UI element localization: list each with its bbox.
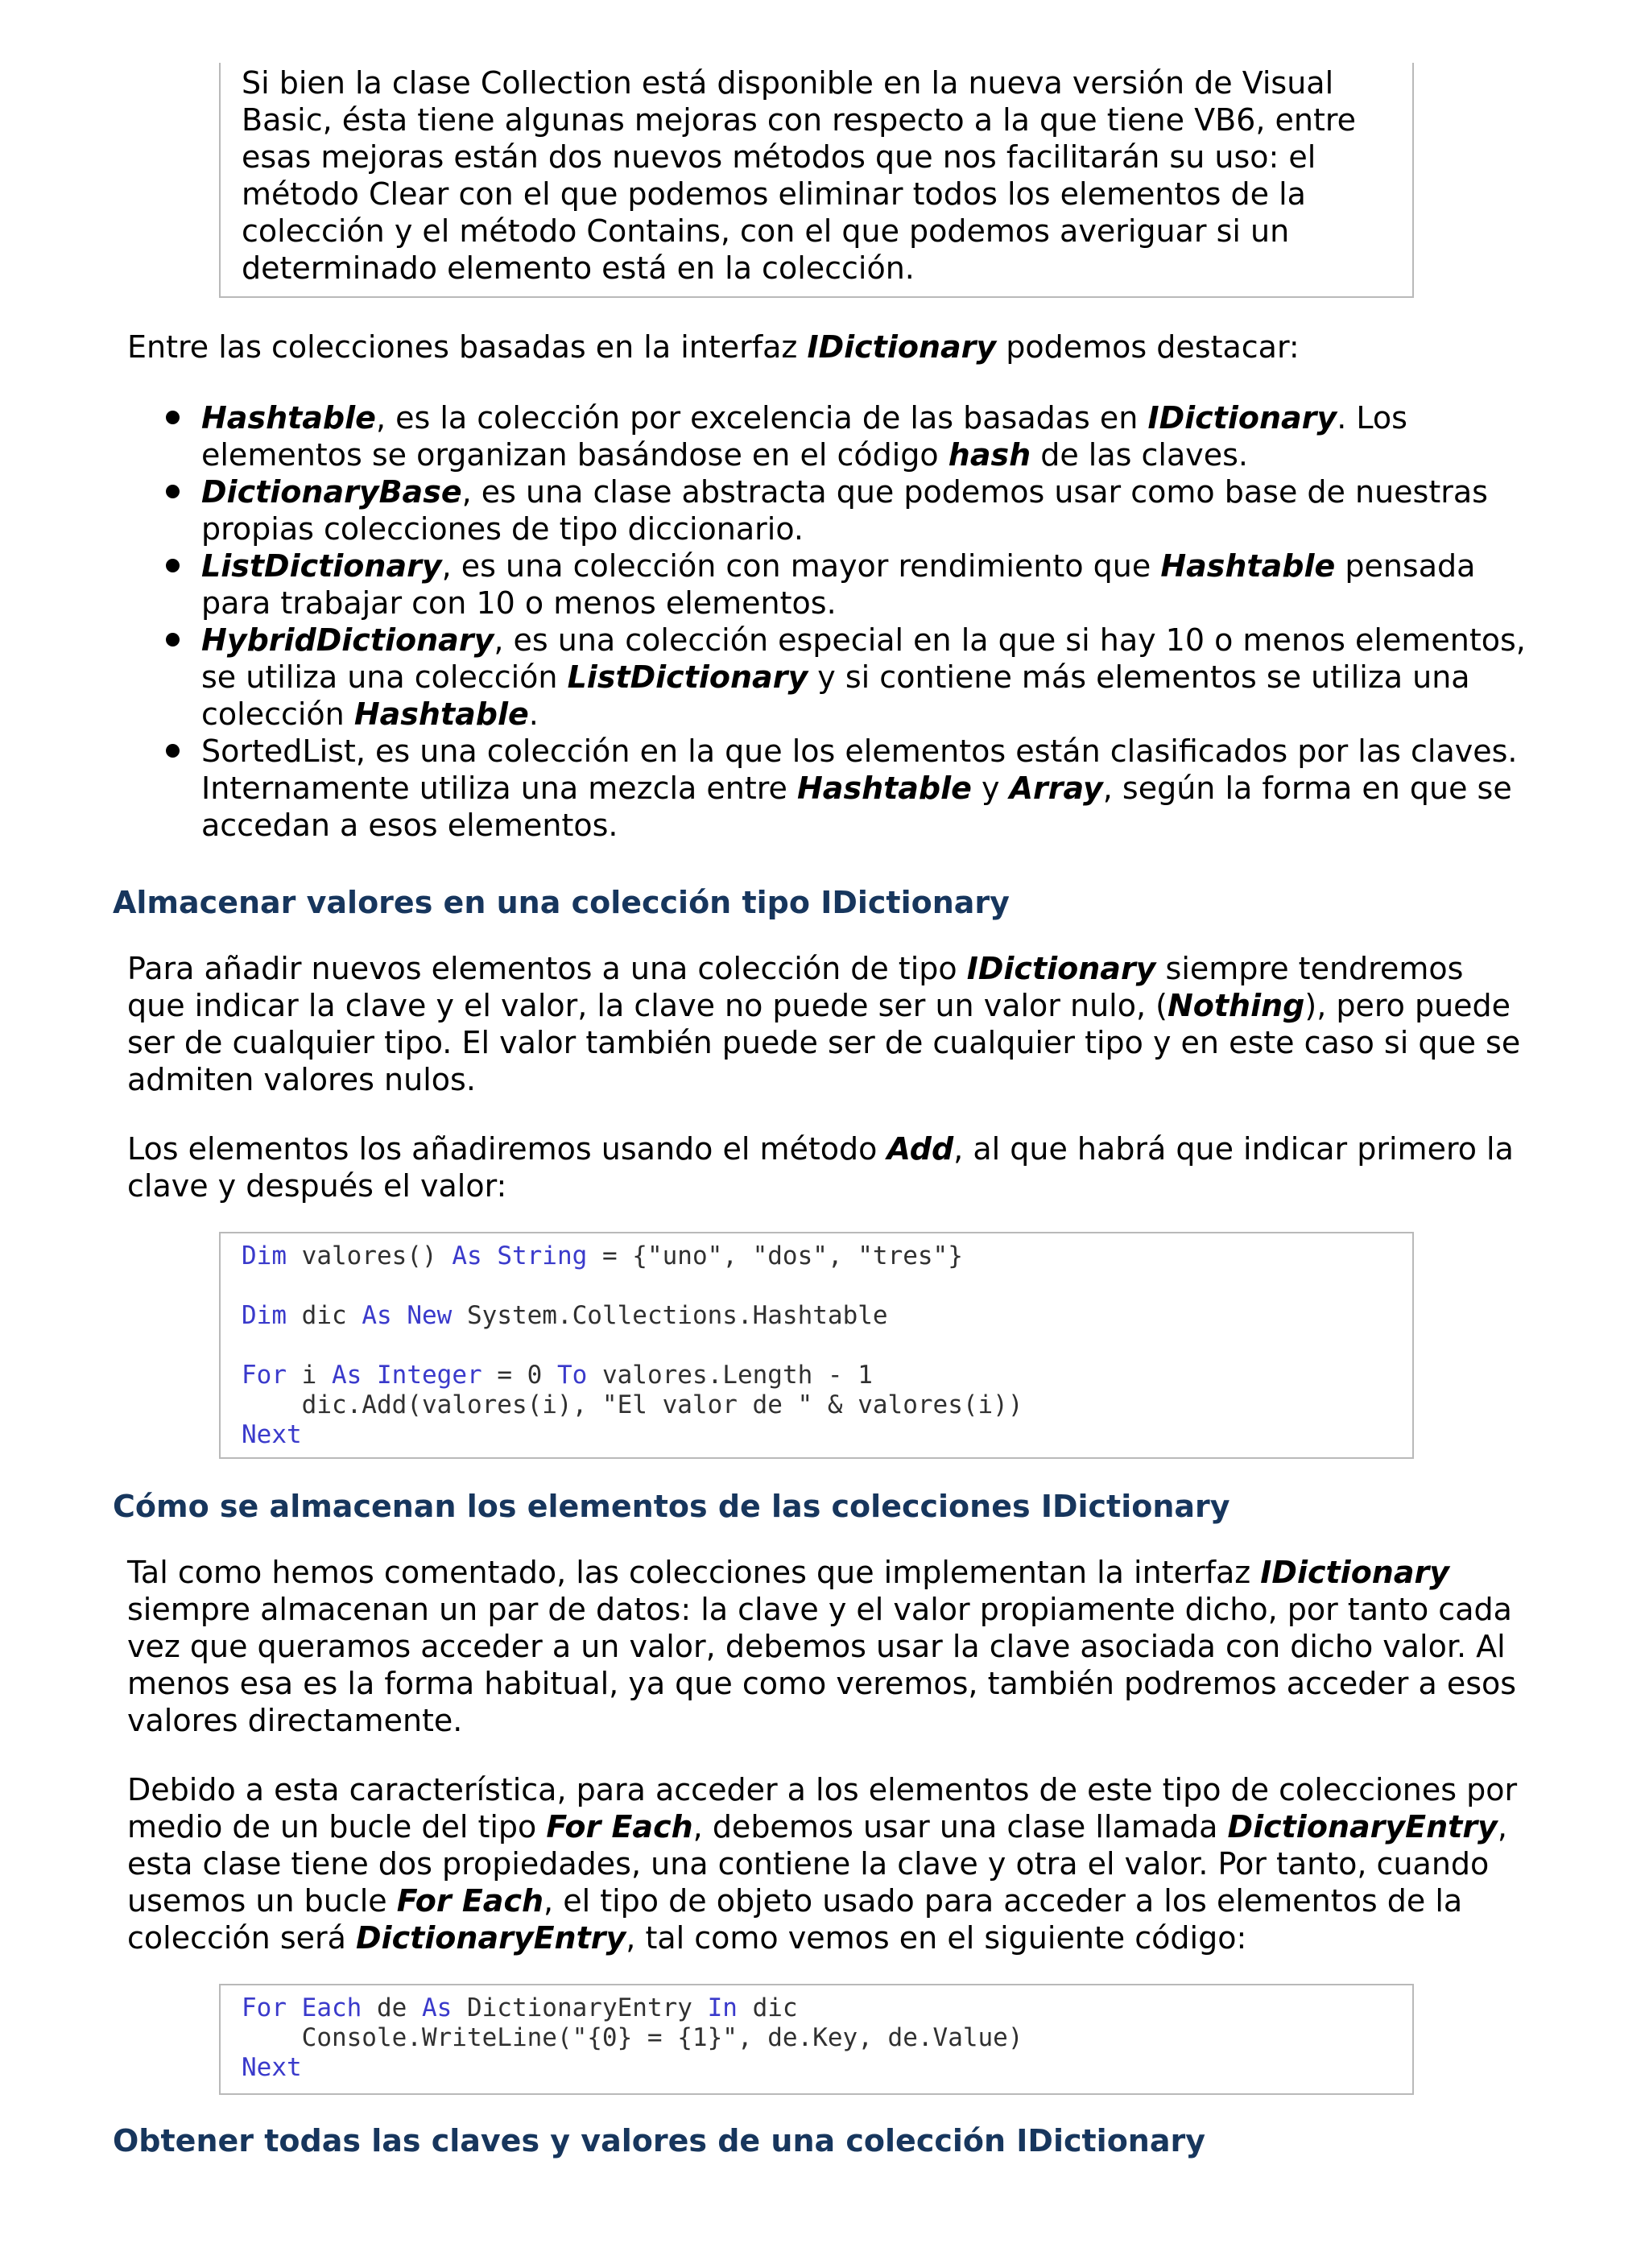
section-heading-keys-values: Obtener todas las claves y valores de una colección IDictionary [113,2123,1206,2159]
bullet-icon [166,744,180,758]
section-heading-store: Almacenar valores en una colección tipo IDictionary [113,885,1010,920]
bullet-icon [166,411,180,424]
code-line: Next [242,2053,302,2082]
code-block-foreach [219,1984,1414,2095]
paragraph-add-elements: Para añadir nuevos elementos a una colección de tipo IDictionary siempre tendremos que indicar la clave y el valor, la clave no puede ser un valor nulo, (Nothing), pero puede ser de cualquier tipo. El valor también puede ser de cualquier tipo y en este caso si que se admiten valores nulos. [127,951,1521,1097]
code-line: Console.WriteLine("{0} = {1}", de.Key, de.Value) [242,2023,1023,2052]
collections-list [127,399,1528,844]
intro-paragraph: Entre las colecciones basadas en la interfaz IDictionary podemos destacar: [127,329,1300,365]
list-item: DictionaryBase, es una clase abstracta que podemos usar como base de nuestras propias colecciones de tipo diccionario. [127,473,1528,547]
list-item: Hashtable, es la colección por excelencia de las basadas en IDictionary. Los elementos se organizan basándose en el código hash de las claves. [127,399,1528,473]
section-heading-storage: Cómo se almacenan los elementos de las colecciones IDictionary [113,1489,1230,1524]
code-block-hashtable [219,1232,1414,1459]
note-box [219,63,1414,298]
paragraph-dictionary-entry: Debido a esta característica, para acceder a los elementos de este tipo de colecciones por medio de un bucle del tipo For Each, debemos usar una clase llamada DictionaryEntry, esta clase tiene dos propiedades, una contiene la clave y otra el valor. Por tanto, cuando usemos un bucle For Each, el tipo de objeto usado para acceder a los elementos de la colección será DictionaryEntry, tal como vemos en el siguiente código: [127,1772,1518,1956]
bullet-icon [166,559,180,572]
list-item: HybridDictionary, es una colección especial en la que si hay 10 o menos elementos, se utiliza una colección ListDictionary y si contiene más elementos se utiliza una colección Hashtable. [127,622,1528,733]
list-item: SortedList, es una colección en la que los elementos están clasificados por las claves. Internamente utiliza una mezcla entre Hashtable y Array, según la forma en que se accedan a esos elementos. [127,733,1528,844]
code-line: Next [242,1420,302,1449]
bullet-icon [166,633,180,647]
code-line: Dim dic As New System.Collections.Hashtable [242,1301,888,1330]
code-line: Dim valores() As String = {"uno", "dos", "tres"} [242,1241,963,1270]
paragraph-pair-storage: Tal como hemos comentado, las colecciones que implementan la interfaz IDictionary siempre almacenan un par de datos: la clave y el valor propiamente dicho, por tanto cada vez que queramos acceder a un valor, debemos usar la clave asociada con dicho valor. Al menos esa es la forma habitual, ya que como veremos, también podremos acceder a esos valores directamente. [127,1555,1517,1738]
bullet-icon [166,485,180,498]
paragraph-add-method: Los elementos los añadiremos usando el método Add, al que habrá que indicar primero la clave y después el valor: [127,1131,1514,1204]
list-item: ListDictionary, es una colección con mayor rendimiento que Hashtable pensada para trabajar con 10 o menos elementos. [127,547,1528,622]
code-line: dic.Add(valores(i), "El valor de " & valores(i)) [242,1390,1023,1419]
code-line: For Each de As DictionaryEntry In dic [242,1993,798,2022]
code-line: For i As Integer = 0 To valores.Length - 1 [242,1361,873,1390]
note-text: Si bien la clase Collection está disponible en la nueva versión de Visual Basic, ésta tiene algunas mejoras con respecto a la que tiene VB6, entre esas mejoras están dos nuevos métodos que nos facilitarán su uso: el método Clear con el que podemos eliminar todos los elementos de la colección y el método Contains, con el que podemos averiguar si un determinado elemento está en la colección. [242,65,1357,286]
